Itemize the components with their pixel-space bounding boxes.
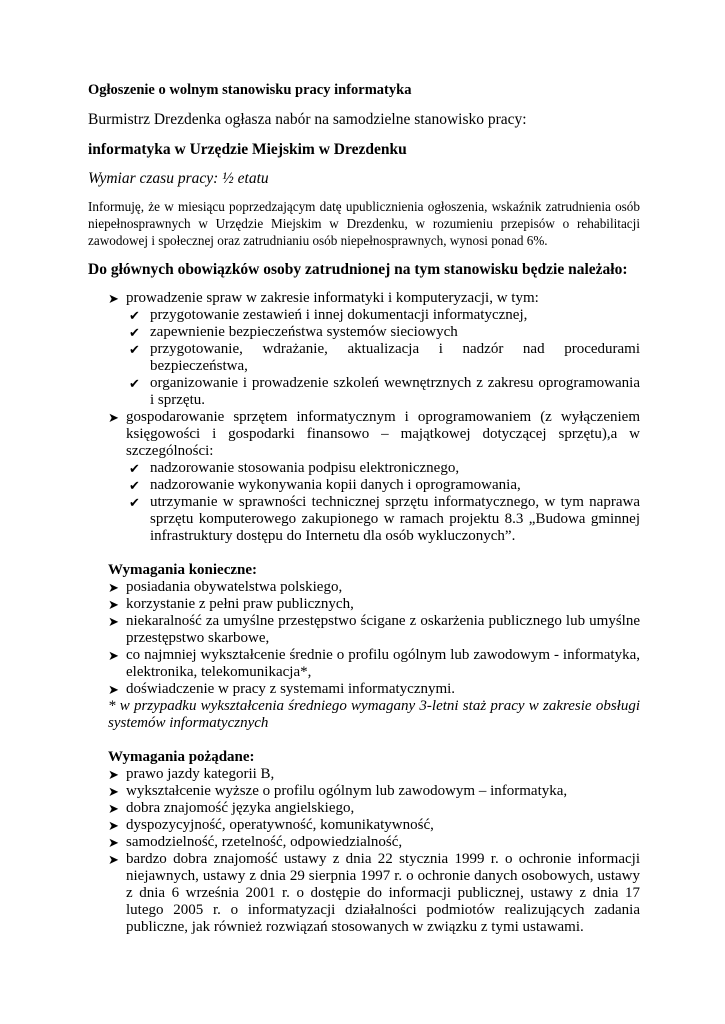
- duty-subitem-text: przygotowanie zestawień i innej dokumentacji informatycznej,: [150, 307, 528, 323]
- duty-subitem: [126, 375, 640, 409]
- duties-list: [108, 290, 640, 545]
- list-item: [108, 579, 640, 596]
- duty-subitem-text: zapewnienie bezpieczeństwa systemów sieciowych: [150, 324, 458, 340]
- duty-item: [108, 409, 640, 545]
- arrow-bullet-icon: ➤: [108, 291, 119, 306]
- duty-subitem: [126, 494, 640, 545]
- duty-subitem-text: przygotowanie, wdrażanie, aktualizacja i nadzór nad procedurami bezpieczeństwa,: [150, 341, 640, 374]
- arrow-bullet-icon: ➤: [108, 597, 119, 612]
- intro-text: Burmistrz Drezdenka ogłasza nabór na samodzielne stanowisko pracy:: [88, 111, 527, 128]
- arrow-bullet-icon: ➤: [108, 801, 119, 816]
- document-title: Ogłoszenie o wolnym stanowisku pracy informatyka: [88, 82, 412, 98]
- list-item: [108, 681, 640, 698]
- list-item: [108, 766, 640, 783]
- duty-text: prowadzenie spraw w zakresie informatyki i komputeryzacji, w tym:: [126, 290, 539, 306]
- arrow-bullet-icon: ➤: [108, 818, 119, 833]
- list-item-text: dyspozycyjność, operatywność, komunikatywność,: [126, 817, 434, 833]
- duty-subitem-text: nadzorowanie wykonywania kopii danych i oprogramowania,: [150, 477, 521, 493]
- check-icon: ✔: [129, 342, 140, 357]
- check-icon: ✔: [129, 478, 140, 493]
- list-item-text: doświadczenie w pracy z systemami informatycznymi.: [126, 681, 456, 697]
- list-item: [108, 817, 640, 834]
- employment-info: Informuję, że w miesiącu poprzedzającym datę upublicznienia ogłoszenia, wskaźnik zatrudnienia osób niepełnosprawnych w Urzędzie Miejskim w Drezdenku, w rozumieniu przepisów o rehabilitacji zawodowej i społecznej oraz zatrudnianiu osób niepełnosprawnych, wynosi ponad 6%.: [88, 199, 640, 248]
- list-item-text: samodzielność, rzetelność, odpowiedzialność,: [126, 834, 403, 850]
- desired-heading: Wymagania pożądane:: [108, 749, 255, 765]
- duty-subitem: [126, 477, 640, 494]
- check-icon: ✔: [129, 376, 140, 391]
- duty-text: gospodarowanie sprzętem informatycznym i oprogramowaniem (z wyłączeniem księgowości i gospodarki finansowo – majątkowej dotyczącej sprzętu),a w szczególności:: [126, 409, 640, 459]
- list-item-text: bardzo dobra znajomość ustawy z dnia 22 stycznia 1999 r. o ochronie informacji niejawnych, ustawy z dnia 29 sierpnia 1997 r. o ochronie danych osobowych, ustawy z dnia 6 września 2001 r. o dostępie do informacji publicznej, ustawy z dnia 17 lutego 2005 r. o informatyzacji działalności podmiotów realizujących zadania publiczne, jak również rozwiązań stosowanych w związku z tymi ustawami.: [126, 851, 640, 935]
- duty-sublist: [126, 460, 640, 545]
- list-item: [108, 596, 640, 613]
- duty-subitem: [126, 324, 640, 341]
- arrow-bullet-icon: ➤: [108, 767, 119, 782]
- duty-subitem: [126, 341, 640, 375]
- required-section: [108, 562, 640, 732]
- check-icon: ✔: [129, 325, 140, 340]
- arrow-bullet-icon: ➤: [108, 648, 119, 663]
- duty-item: [108, 290, 640, 409]
- list-item-text: korzystanie z pełni praw publicznych,: [126, 596, 354, 612]
- check-icon: ✔: [129, 308, 140, 323]
- arrow-bullet-icon: ➤: [108, 580, 119, 595]
- duty-subitem-text: utrzymanie w sprawności technicznej sprzętu informatycznego, w tym naprawa sprzętu komputerowego zakupionego w ramach projektu 8.3 „Budowa gminnej infrastruktury dostępu do Internetu dla osób wykluczonych”.: [150, 494, 640, 544]
- required-heading: Wymagania konieczne:: [108, 562, 258, 578]
- document-page: [88, 82, 640, 936]
- arrow-bullet-icon: ➤: [108, 784, 119, 799]
- check-icon: ✔: [129, 461, 140, 476]
- list-item-text: posiadania obywatelstwa polskiego,: [126, 579, 343, 595]
- working-hours: Wymiar czasu pracy: ½ etatu: [88, 170, 269, 187]
- arrow-bullet-icon: ➤: [108, 835, 119, 850]
- list-item-text: co najmniej wykształcenie średnie o profilu ogólnym lub zawodowym - informatyka, elektronika, telekomunikacja*,: [126, 647, 640, 680]
- list-item-text: dobra znajomość języka angielskiego,: [126, 800, 355, 816]
- arrow-bullet-icon: ➤: [108, 682, 119, 697]
- list-item: [108, 834, 640, 851]
- duty-sublist: [126, 307, 640, 409]
- duty-subitem-text: organizowanie i prowadzenie szkoleń wewnętrznych z zakresu oprogramowania i sprzętu.: [150, 375, 640, 408]
- list-item: [108, 783, 640, 800]
- list-item: [108, 851, 640, 936]
- list-item: [108, 647, 640, 681]
- duty-subitem: [126, 460, 640, 477]
- duty-subitem-text: nadzorowanie stosowania podpisu elektronicznego,: [150, 460, 460, 476]
- position-name: informatyka w Urzędzie Miejskim w Drezdenku: [88, 141, 407, 158]
- list-item: [108, 800, 640, 817]
- list-item-text: prawo jazdy kategorii B,: [126, 766, 275, 782]
- footnote: * w przypadku wykształcenia średniego wymagany 3-letni staż pracy w zakresie obsługi systemów informatycznych: [108, 698, 640, 731]
- desired-list: [108, 766, 640, 936]
- list-item-text: wykształcenie wyższe o profilu ogólnym lub zawodowym – informatyka,: [126, 783, 568, 799]
- duties-heading: Do głównych obowiązków osoby zatrudnionej na tym stanowisku będzie należało:: [88, 261, 628, 278]
- check-icon: ✔: [129, 495, 140, 510]
- list-item-text: niekaralność za umyślne przestępstwo ścigane z oskarżenia publicznego lub umyślne przestępstwo skarbowe,: [126, 613, 640, 646]
- arrow-bullet-icon: ➤: [108, 852, 119, 867]
- duty-subitem: [126, 307, 640, 324]
- desired-section: [108, 749, 640, 936]
- arrow-bullet-icon: ➤: [108, 410, 119, 425]
- required-list: [108, 579, 640, 698]
- arrow-bullet-icon: ➤: [108, 614, 119, 629]
- list-item: [108, 613, 640, 647]
